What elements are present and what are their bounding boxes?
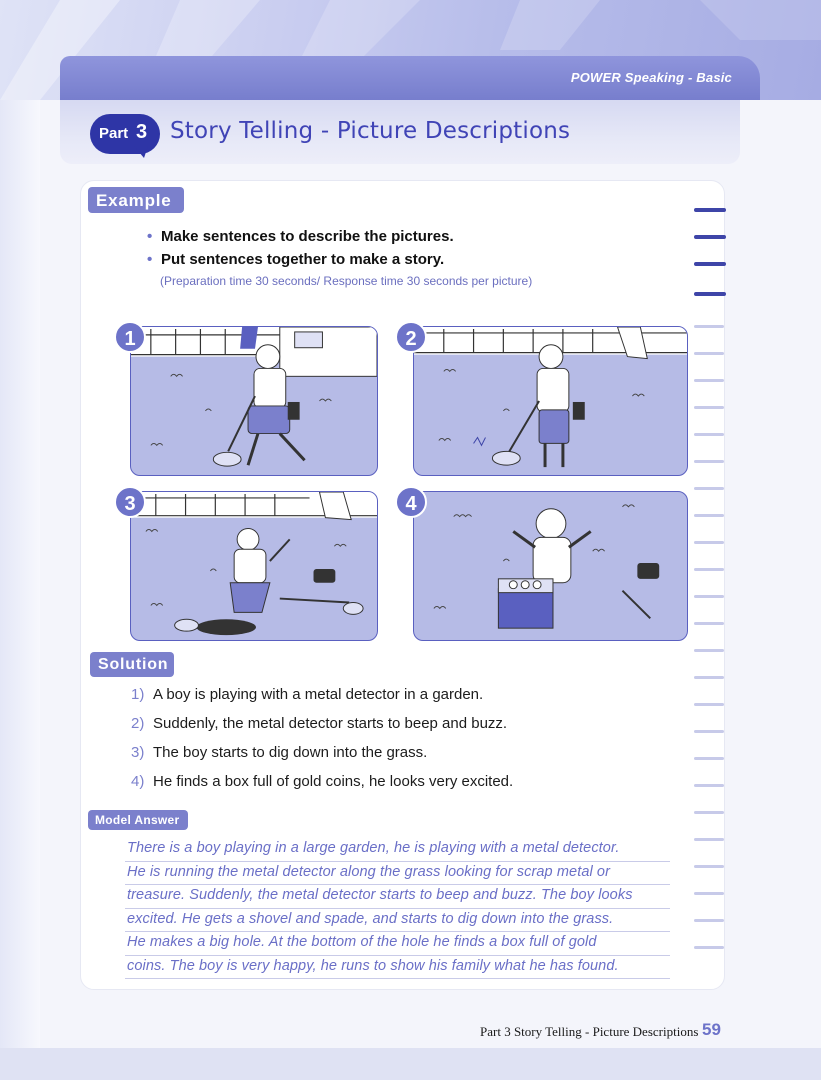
page-tab-marker — [694, 568, 724, 571]
instruction-item — [147, 228, 667, 251]
picture-number-badge: 1 — [114, 321, 146, 353]
model-answer-line — [125, 932, 670, 956]
page-tab-marker — [694, 730, 724, 733]
preparation-note: (Preparation time 30 seconds/ Response time 30 seconds per picture) — [160, 274, 533, 288]
page-tab-marker — [694, 811, 724, 814]
page-tab-marker — [694, 865, 724, 868]
picture-3-boy-digging — [130, 491, 378, 641]
page-tab-marker — [694, 262, 726, 266]
solution-item — [131, 773, 671, 802]
page-tab-marker — [694, 406, 724, 409]
page-tab-marker — [694, 676, 724, 679]
page-tab-marker — [694, 892, 724, 895]
page-tab-marker — [694, 622, 724, 625]
instruction-list — [147, 228, 667, 274]
model-answer-line — [125, 885, 670, 909]
solution-text: He finds a box full of gold coins, he looks very excited. — [153, 773, 514, 790]
page-tab-marker — [694, 352, 724, 355]
page-tab-marker — [694, 460, 724, 463]
solution-tag: Solution — [90, 652, 174, 677]
picture-number-badge: 2 — [395, 321, 427, 353]
model-answer-line — [125, 956, 670, 980]
picture-2-detector-beeps — [413, 326, 688, 476]
page-tab-marker — [694, 541, 724, 544]
solution-text: A boy is playing with a metal detector in a garden. — [153, 686, 484, 703]
page-tab-marker — [694, 208, 726, 212]
page-tab-marker — [694, 379, 724, 382]
picture-1-boy-with-metal-detector — [130, 326, 378, 476]
example-tag: Example — [88, 187, 184, 213]
solution-list — [131, 686, 671, 802]
model-answer-line-text: treasure. Suddenly, the metal detector starts to beep and buzz. The boy looks — [127, 887, 633, 903]
solution-number: 3) — [131, 744, 145, 761]
solution-item — [131, 686, 671, 715]
picture-number-badge: 4 — [395, 486, 427, 518]
page-tab-marker — [694, 292, 726, 296]
model-answer-line-text: coins. The boy is very happy, he runs to show his family what he has found. — [127, 957, 619, 974]
page-tab-marker — [694, 487, 724, 490]
page-tab-marker — [694, 784, 724, 787]
page-title: Story Telling - Picture Descriptions — [170, 118, 571, 144]
model-answer-line — [125, 838, 670, 862]
picture-2-illustration — [414, 327, 687, 475]
speech-bubble-tail-icon — [134, 146, 148, 158]
page-tab-marker — [694, 514, 724, 517]
page-tab-marker — [694, 838, 724, 841]
picture-4-illustration — [414, 492, 687, 640]
bullet-icon: • — [147, 228, 153, 245]
page-tab-marker — [694, 433, 724, 436]
page-tab-marker — [694, 235, 726, 239]
model-answer-line-text: He is running the metal detector along the grass looking for scrap metal or — [127, 863, 611, 880]
left-page-edge — [0, 100, 40, 1060]
instruction-text: Put sentences together to make a story. — [161, 251, 445, 268]
page-tab-marker — [694, 946, 724, 949]
solution-number: 1) — [131, 686, 145, 703]
instruction-text: Make sentences to describe the pictures. — [161, 228, 454, 245]
page-tab-marker — [694, 919, 724, 922]
footer-running-title: Part 3 Story Telling - Picture Descriptions — [480, 1024, 699, 1039]
solution-number: 2) — [131, 715, 145, 732]
part-word: Part — [99, 125, 129, 142]
model-answer-tag: Model Answer — [88, 810, 188, 830]
picture-1-illustration — [131, 327, 377, 475]
bottom-page-band — [0, 1048, 821, 1080]
solution-item — [131, 744, 671, 773]
model-answer-line-text: excited. He gets a shovel and spade, and starts to dig down into the grass. — [127, 910, 614, 927]
page-tab-marker — [694, 703, 724, 706]
bullet-icon: • — [147, 251, 153, 268]
solution-text: Suddenly, the metal detector starts to beep and buzz. — [153, 715, 508, 732]
model-answer-text — [125, 838, 670, 979]
instruction-item — [147, 251, 667, 274]
model-answer-line-text: There is a boy playing in a large garden, he is playing with a metal detector. — [127, 840, 620, 856]
part-number: 3 — [136, 121, 148, 143]
right-page-tabs — [690, 190, 730, 990]
page-tab-marker — [694, 757, 724, 760]
model-answer-line-text: He makes a big hole. At the bottom of the hole he finds a box full of gold — [127, 934, 597, 950]
series-header-bar — [60, 56, 760, 100]
solution-text: The boy starts to dig down into the grass. — [153, 744, 428, 761]
page-number: 59 — [702, 1020, 721, 1039]
page-tab-marker — [694, 325, 724, 328]
solution-number: 4) — [131, 773, 145, 790]
page-tab-marker — [694, 649, 724, 652]
part-badge — [90, 114, 160, 154]
page-tab-marker — [694, 595, 724, 598]
series-title: POWER Speaking - Basic — [570, 70, 732, 85]
solution-item — [131, 715, 671, 744]
model-answer-line — [125, 909, 670, 933]
model-answer-line — [125, 862, 670, 886]
picture-number-badge: 3 — [114, 486, 146, 518]
picture-3-illustration — [131, 492, 377, 640]
picture-4-box-of-gold-coins — [413, 491, 688, 641]
